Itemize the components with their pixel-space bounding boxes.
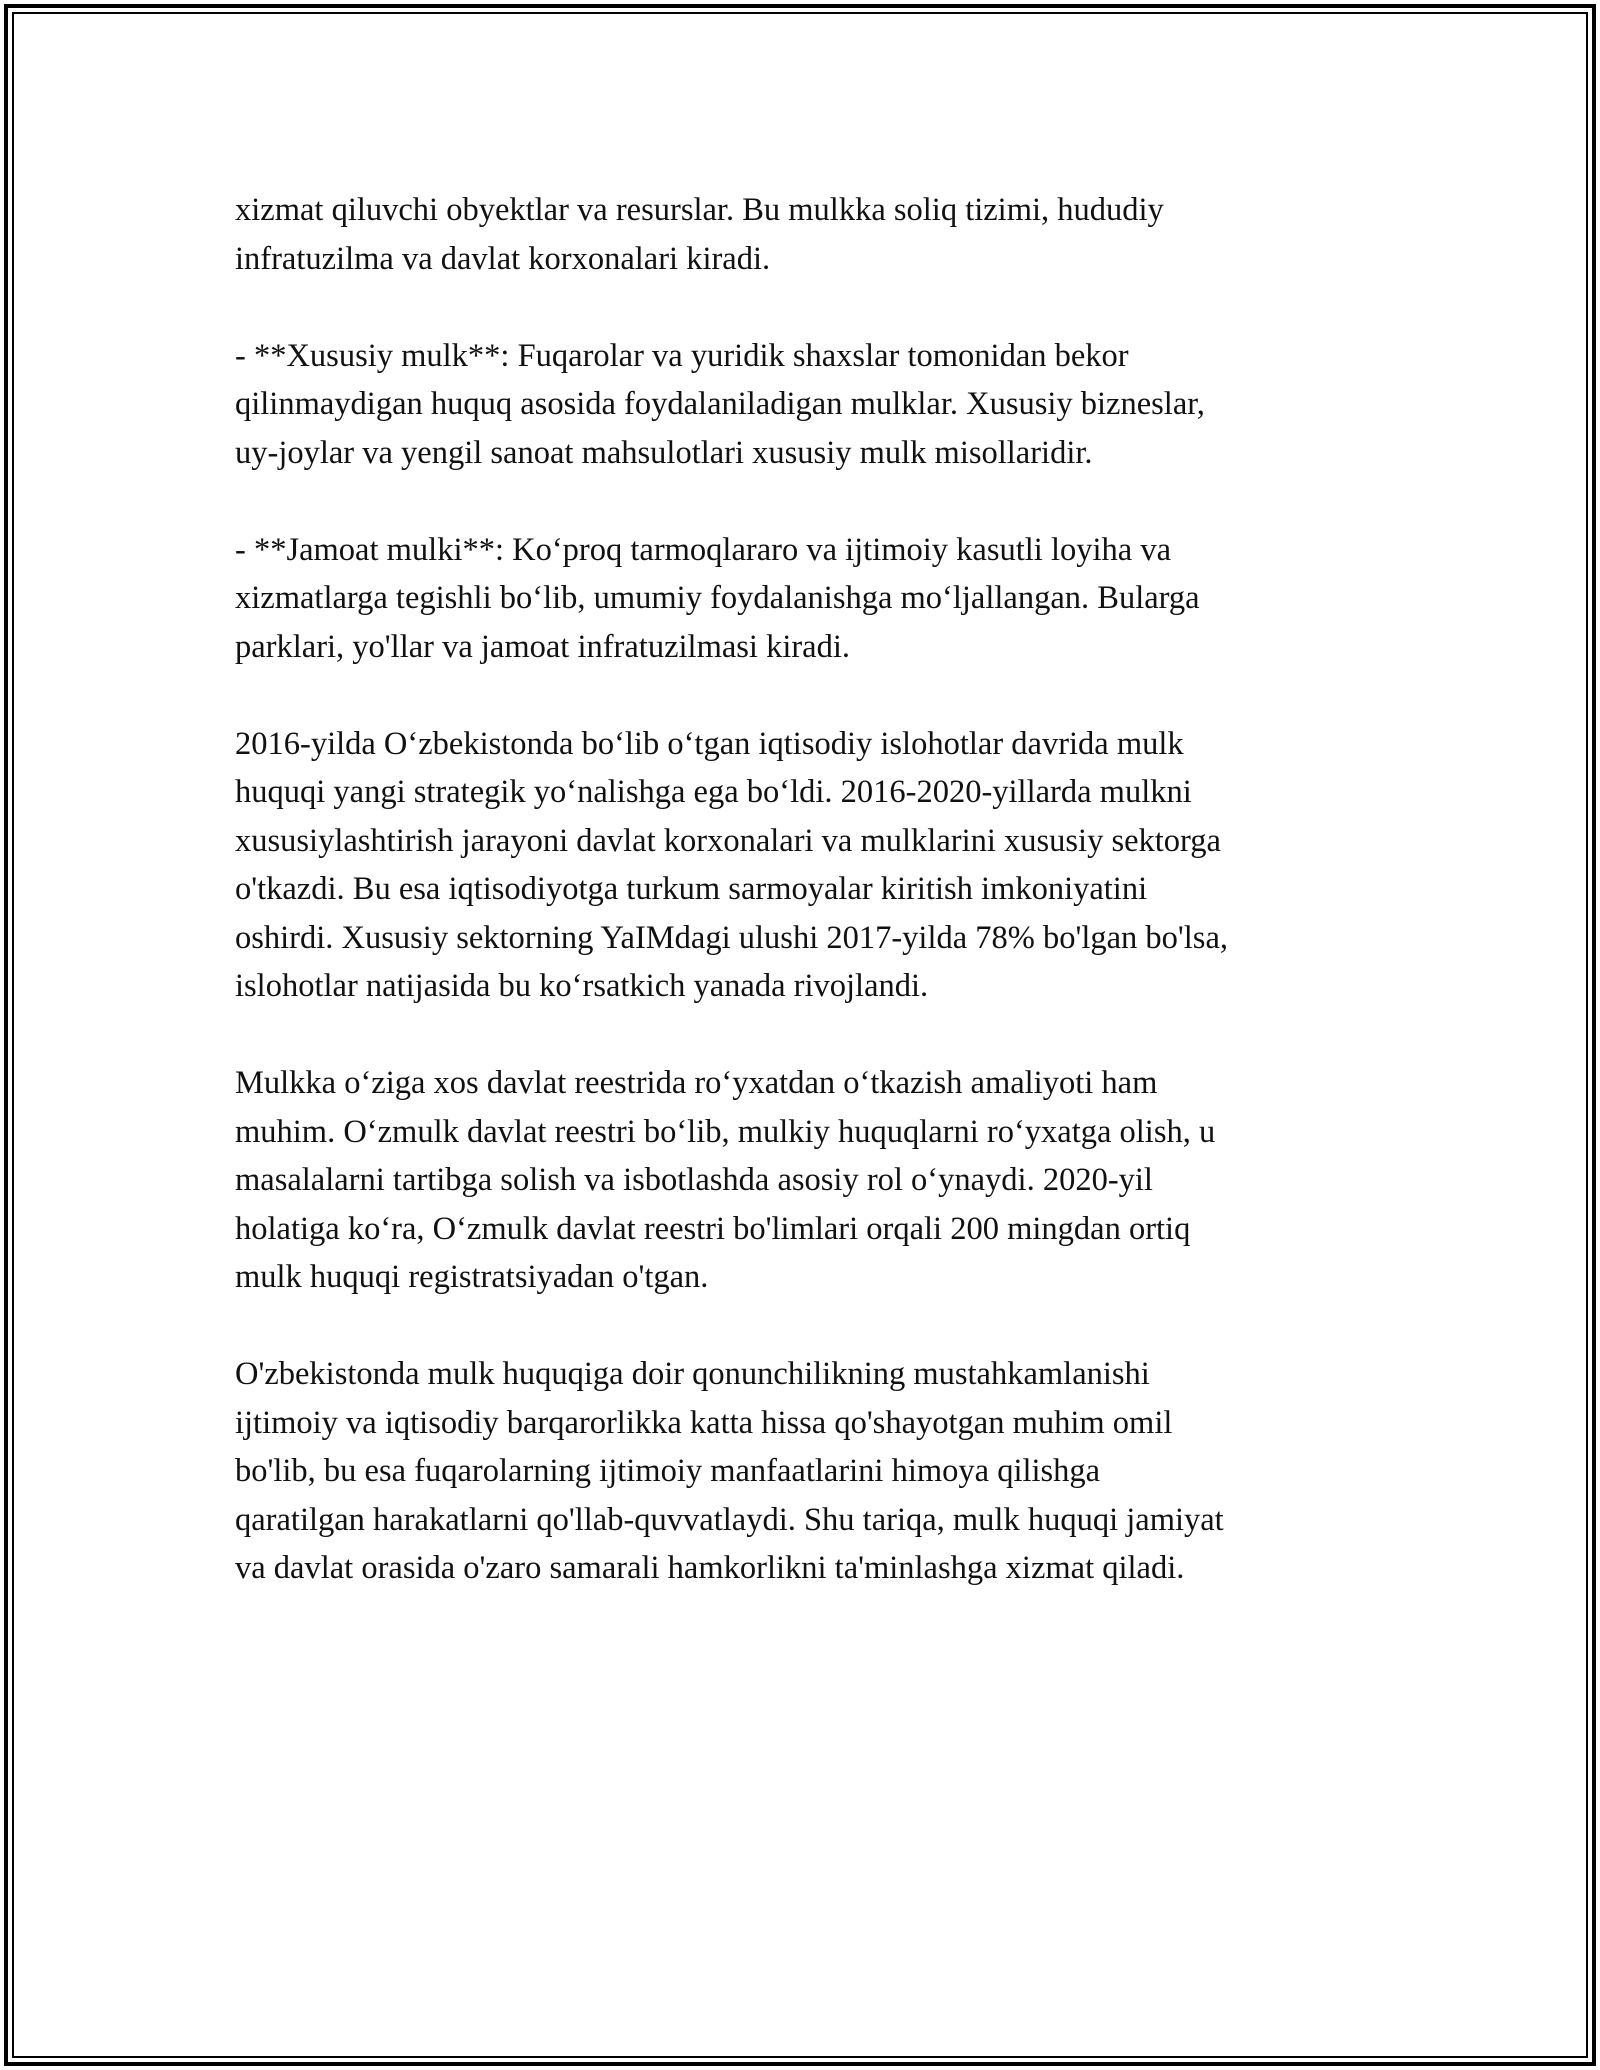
text-line: O'zbekistonda mulk huquqiga doir qonunchilikning mustahkamlanishi bbox=[235, 1356, 1150, 1392]
text-line: ijtimoiy va iqtisodiy barqarorlikka katta hissa qo'shayotgan muhim omil bbox=[235, 1404, 1173, 1441]
text-line: xizmatlarga tegishli boʻlib, umumiy foydalanishga moʻljallangan. Bularga bbox=[235, 580, 1200, 616]
text-line: xizmat qiluvchi obyektlar va resurslar. Bu mulkka soliq tizimi, hududiy bbox=[235, 192, 1164, 228]
text-line: Mulkka oʻziga xos davlat reestrida roʻyxatdan oʻtkazish amaliyoti ham bbox=[235, 1065, 1158, 1101]
text-line: va davlat orasida o'zaro samarali hamkorlikni ta'minlashga xizmat qiladi. bbox=[235, 1550, 1185, 1586]
text-line: bo'lib, bu esa fuqarolarning ijtimoiy manfaatlarini himoya qilishga bbox=[235, 1453, 1101, 1489]
paragraph-islohotlar-2016 bbox=[235, 720, 1370, 1011]
paragraph-qonunchilik bbox=[235, 1350, 1370, 1593]
text-line: uy-joylar va yengil sanoat mahsulotlari xususiy mulk misollaridir. bbox=[235, 434, 1093, 471]
text-line: - **Jamoat mulki**: Koʻproq tarmoqlararo va ijtimoiy kasutli loyiha va bbox=[235, 531, 1171, 568]
text-line: masalalarni tartibga solish va isbotlashda asosiy rol oʻynaydi. 2020-yil bbox=[235, 1162, 1153, 1198]
text-line: qaratilgan harakatlarni qo'llab-quvvatlaydi. Shu tariqa, mulk huquqi jamiyat bbox=[235, 1501, 1224, 1538]
text-line: o'tkazdi. Bu esa iqtisodiyotga turkum sarmoyalar kiritish imkoniyatini bbox=[235, 871, 1148, 907]
document-body bbox=[235, 186, 1370, 1641]
text-line: 2016-yilda Oʻzbekistonda boʻlib oʻtgan iqtisodiy islohotlar davrida mulk bbox=[235, 725, 1184, 762]
text-line: mulk huquqi registratsiyadan o'tgan. bbox=[235, 1259, 709, 1295]
text-line: qilinmaydigan huquq asosida foydalaniladigan mulklar. Xususiy bizneslar, bbox=[235, 386, 1205, 422]
paragraph-davlat-reestri bbox=[235, 1059, 1370, 1302]
text-line: parklari, yo'llar va jamoat infratuzilmasi kiradi. bbox=[235, 628, 851, 665]
text-line: xususiylashtirish jarayoni davlat korxonalari va mulklarini xususiy sektorga bbox=[235, 822, 1221, 859]
text-line: muhim. Oʻzmulk davlat reestri boʻlib, mulkiy huquqlarni roʻyxatga olish, u bbox=[235, 1113, 1216, 1150]
text-line: huquqi yangi strategik yoʻnalishga ega boʻldi. 2016-2020-yillarda mulkni bbox=[235, 774, 1192, 810]
text-line: islohotlar natijasida bu koʻrsatkich yanada rivojlandi. bbox=[235, 968, 929, 1004]
text-line: oshirdi. Xususiy sektorning YaIMdagi ulushi 2017-yilda 78% bo'lgan bo'lsa, bbox=[235, 919, 1228, 956]
text-line: - **Xususiy mulk**: Fuqarolar va yuridik shaxslar tomonidan bekor bbox=[235, 337, 1129, 374]
paragraph-davlat-mulki-continuation bbox=[235, 186, 1370, 283]
text-line: holatiga koʻra, Oʻzmulk davlat reestri bo'limlari orqali 200 mingdan ortiq bbox=[235, 1210, 1191, 1247]
paragraph-jamoat-mulki bbox=[235, 526, 1370, 672]
paragraph-xususiy-mulk bbox=[235, 332, 1370, 478]
text-line: infratuzilma va davlat korxonalari kiradi. bbox=[235, 240, 771, 277]
